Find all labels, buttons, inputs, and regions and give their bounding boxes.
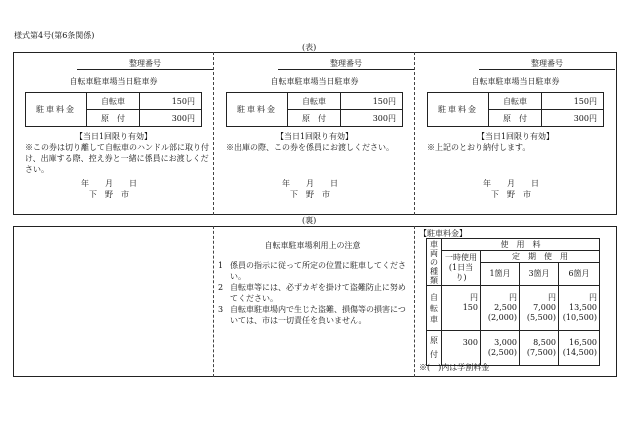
fee-amount: 150円 — [140, 93, 202, 110]
rate-cell: 3,000 (2,500) — [481, 331, 520, 366]
vehicle-kind: 原 付 — [489, 110, 542, 127]
fee-amount: 300円 — [341, 110, 403, 127]
rules-list — [218, 260, 408, 326]
fee-header: 使 用 料 — [442, 239, 600, 251]
valid-once: 【当日1回限り有効】 — [74, 132, 153, 141]
month-header: 6箇月 — [559, 263, 600, 286]
rate-cell: 300 — [442, 331, 481, 366]
one-time-header: 一時使用 (1日当り) — [442, 251, 481, 286]
date-line: 年 月 日 — [81, 179, 137, 188]
ticket-note: ※上記のとおり納付します。 — [427, 143, 531, 152]
rule-text: 自転車等には、必ずカギを掛けて盗難防止に努めてください。 — [230, 283, 406, 303]
rate-cell: 8,500 (7,500) — [520, 331, 559, 366]
rule-number: 1 — [218, 261, 224, 270]
ticket-note: ※この券は切り離して自転車のハンドル部に取り付け、出庫する際、控え券と一緒に係員にお渡しください。 — [25, 143, 209, 174]
issuer: 下 野 市 — [491, 190, 531, 199]
rates-table — [426, 238, 600, 366]
rate-cell: 円 13,500 (10,500) — [559, 286, 600, 331]
rule-item — [218, 282, 408, 304]
rate-cell: 円 2,500 (2,000) — [481, 286, 520, 331]
valid-once: 【当日1回限り有効】 — [275, 132, 354, 141]
rates-footnote: ※( )内は学割料金 — [419, 363, 490, 372]
rate-cell: 円 150 — [442, 286, 481, 331]
rates-heading: 【駐車料金】 — [419, 229, 467, 238]
rule-number: 2 — [218, 283, 224, 292]
month-header: 1箇月 — [481, 263, 520, 286]
periodic-header: 定 期 使 用 — [481, 251, 600, 263]
ticket-stub — [15, 52, 212, 213]
vehicle-header: 車両の種類 — [427, 239, 442, 286]
fee-label: 駐車料金 — [428, 93, 489, 127]
rule-text: 自転車駐車場内で生じた盗難、損傷等の損害については、市は一切責任を負いません。 — [230, 305, 406, 325]
form-label: 様式第4号(第6条関係) — [14, 31, 95, 40]
front-caption: (表) — [302, 43, 317, 52]
fee-label: 駐車料金 — [227, 93, 288, 127]
issuer: 下 野 市 — [290, 190, 330, 199]
vehicle-moped: 原付 — [427, 331, 442, 366]
valid-once: 【当日1回限り有効】 — [476, 132, 555, 141]
number-label: 整理番号 — [278, 59, 414, 70]
rule-item — [218, 304, 408, 326]
ticket-title: 自転車駐車場当日駐車券 — [270, 77, 359, 86]
fee-table — [226, 92, 403, 127]
vehicle-kind: 自転車 — [288, 93, 341, 110]
perforation-line — [414, 52, 415, 215]
perforation-line — [213, 52, 214, 215]
month-header: 3箇月 — [520, 263, 559, 286]
rules-title: 自転車駐車場利用上の注意 — [264, 241, 361, 250]
vehicle-kind: 自転車 — [489, 93, 542, 110]
ticket-title: 自転車駐車場当日駐車券 — [69, 77, 158, 86]
vehicle-kind: 原 付 — [288, 110, 341, 127]
issuer: 下 野 市 — [89, 190, 129, 199]
fee-amount: 150円 — [542, 93, 604, 110]
fee-label: 駐車料金 — [26, 93, 87, 127]
fee-amount: 300円 — [140, 110, 202, 127]
fee-table — [427, 92, 604, 127]
back-caption: (裏) — [302, 216, 317, 225]
vehicle-kind: 自転車 — [87, 93, 140, 110]
rate-cell: 円 7,000 (5,500) — [520, 286, 559, 331]
date-line: 年 月 日 — [282, 179, 338, 188]
rule-number: 3 — [218, 305, 224, 314]
perforation-line — [414, 226, 415, 377]
fee-amount: 300円 — [542, 110, 604, 127]
date-line: 年 月 日 — [483, 179, 539, 188]
rule-text: 係員の指示に従って所定の位置に駐車してください。 — [230, 261, 406, 281]
ticket-title: 自転車駐車場当日駐車券 — [471, 77, 560, 86]
fee-table — [25, 92, 202, 127]
number-label: 整理番号 — [479, 59, 615, 70]
number-label: 整理番号 — [77, 59, 213, 70]
fee-amount: 150円 — [341, 93, 403, 110]
ticket-receipt — [417, 52, 614, 213]
ticket-note: ※出庫の際、この券を係員にお渡しください。 — [226, 143, 394, 152]
rate-cell: 16,500 (14,500) — [559, 331, 600, 366]
rule-item — [218, 260, 408, 282]
ticket-middle — [216, 52, 413, 213]
vehicle-kind: 原 付 — [87, 110, 140, 127]
vehicle-bicycle: 自転車 — [427, 286, 442, 331]
